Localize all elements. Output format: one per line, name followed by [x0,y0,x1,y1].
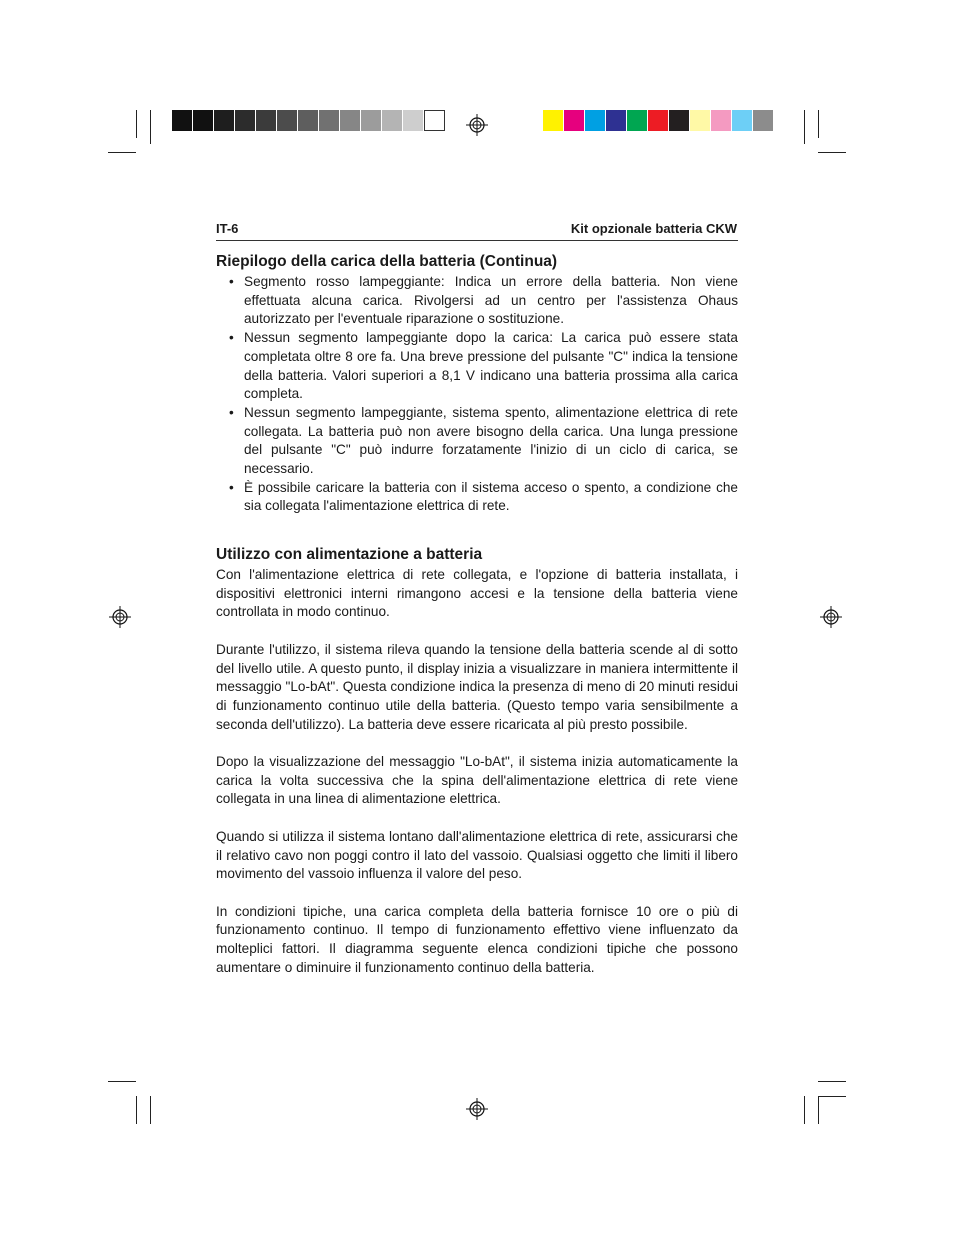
header-divider [216,240,738,241]
paragraph: Durante l'utilizzo, il sistema rileva quando la tensione della batteria scende al di sotto del livello utile. A questo punto, il display inizia a visualizzare in maniera intermittente il messaggio "Lo-bAt". Questa condizione indica la presenza di meno di 20 minuti residui di funzionamento continuo utile della batteria. (Questo tempo varia sensibilmente a seconda dell'utilizzo). La batteria deve essere ricaricata al più presto possibile. [216,641,738,732]
color-swatch [564,110,585,131]
color-swatch [690,110,711,131]
color-swatch [214,110,235,131]
color-swatch [298,110,319,131]
color-swatch [648,110,669,131]
paragraph: Quando si utilizza il sistema lontano dall'alimentazione elettrica di rete, assicurarsi che il relativo cavo non poggi contro il lato del vassoio. Qualsiasi oggetto che limiti il libero movimento del vassoio influenza il valore del peso. [216,828,738,882]
color-swatch [382,110,403,131]
color-swatch [235,110,256,131]
color-swatch [543,110,564,131]
color-swatch [256,110,277,131]
list-item: • È possibile caricare la batteria con il sistema acceso o spento, a condizione che sia collegata l'alimentazione elettrica di rete. [216,479,738,516]
color-swatch [340,110,361,131]
section-title: Riepilogo della carica della batteria (Continua) [216,253,558,270]
registration-mark-icon [466,114,488,136]
color-swatch [319,110,340,131]
color-swatch [711,110,732,131]
registration-mark-icon [466,1098,488,1120]
running-title: Kit opzionale batteria CKW [570,221,737,236]
process-color-bar [543,110,774,131]
page-number: IT-6 [216,221,239,236]
color-swatch [193,110,214,131]
paragraph: Dopo la visualizzazione del messaggio "Lo-bAt", il sistema inizia automaticamente la carica la volta successiva che la spina dell'alimentazione elettrica di rete viene collegata in una linea di alimentazione elettrica. [216,754,738,807]
color-swatch [669,110,690,131]
registration-mark-icon [820,606,842,628]
section-battery-operation [216,545,738,977]
grayscale-color-bar [172,110,445,131]
color-swatch [732,110,753,131]
color-swatch [585,110,606,131]
color-swatch [361,110,382,131]
color-swatch [627,110,648,131]
color-swatch [606,110,627,131]
color-swatch [753,110,774,131]
bullet-list [216,273,738,516]
list-item: • Nessun segmento lampeggiante, sistema spento, alimentazione elettrica di rete collegata. La batteria può non avere bisogno della carica. Una lunga pressione del pulsante "C" può indurre forzatamente l'inizio di un ciclo di carica, se necessario. [216,404,738,479]
section-title: Utilizzo con alimentazione a batteria [216,546,483,563]
registration-mark-icon [109,606,131,628]
paragraph: In condizioni tipiche, una carica completa della batteria fornisce 10 ore o più di funzionamento continuo. Il tempo di funzionamento effettivo viene influenzato da molteplici fattori. Il diagramma seguente elenca condizioni tipiche che possono aumentare o diminuire il funzionamento continuo della batteria. [216,903,738,975]
section-battery-charge-summary [216,252,738,516]
color-swatch [172,110,193,131]
list-item: • Nessun segmento lampeggiante dopo la carica: La carica può essere stata completata oltre 8 ore fa. Una breve pressione del pulsante "C" indica la tensione della batteria. Valori superiori a 8,1 V indicano una batteria prossima alla carica completa. [216,329,738,404]
color-swatch [403,110,424,131]
color-swatch [424,110,445,131]
list-item: • Segmento rosso lampeggiante: Indica un errore della batteria. Non viene effettuata alcuna carica. Rivolgersi ad un centro per l'assistenza Ohaus autorizzato per l'eventuale riparazione o sostituzione. [216,273,738,329]
paragraph: Con l'alimentazione elettrica di rete collegata, e l'opzione di batteria installata, i dispositivi elettronici interni rimangono accesi e la tensione della batteria viene controllata in modo continuo. [216,567,738,620]
color-swatch [277,110,298,131]
